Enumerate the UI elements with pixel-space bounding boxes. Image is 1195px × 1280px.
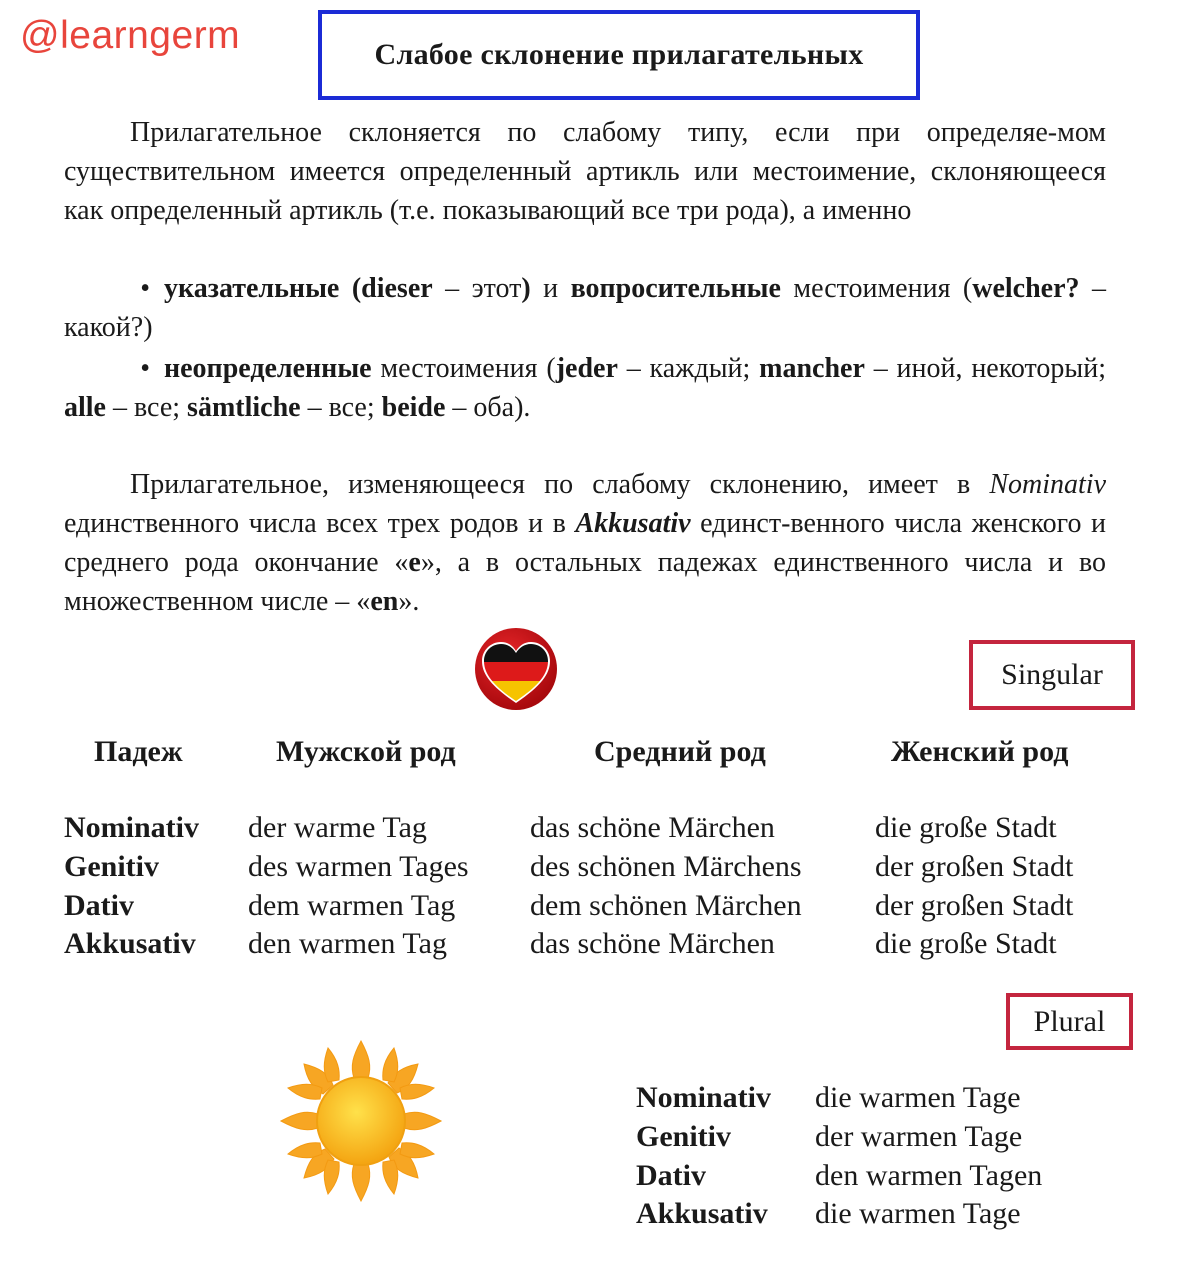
text: ».	[398, 586, 420, 617]
plural-case-akkusativ: Akkusativ	[636, 1197, 768, 1230]
plural-form: die warmen Tage	[815, 1081, 1021, 1114]
intro-text: Прилагательное склоняется по слабому типу, если при определяе-мом существительном имеется определенный артикль или местоимение, склоняющееся как определенный артикль (т.е. показывающий все три рода), а именно	[64, 117, 1106, 226]
singular-label: Singular	[969, 640, 1135, 710]
plural-form: die warmen Tage	[815, 1197, 1021, 1230]
term: неопределенные	[164, 353, 372, 384]
rule-paragraph	[64, 465, 1106, 621]
plural-case-nominativ: Nominativ	[636, 1081, 771, 1114]
bullet-indefinite	[64, 349, 1106, 427]
text: и	[530, 273, 571, 304]
text: – все;	[106, 392, 188, 423]
sun-icon	[276, 1036, 446, 1206]
bullet-dot: •	[140, 273, 150, 304]
plural-label: Plural	[1006, 993, 1133, 1050]
cell-masc: des warmen Tages	[248, 850, 469, 883]
german-flag-heart-icon	[472, 627, 560, 711]
term: )	[521, 273, 531, 304]
text: местоимения (	[780, 273, 973, 304]
cell-neut: das schöne Märchen	[530, 927, 775, 960]
term: mancher	[759, 353, 865, 384]
term: (dieser	[351, 273, 433, 304]
ending: en	[370, 586, 399, 617]
text: Прилагательное, изменяющееся по слабому склонению, имеет в	[130, 469, 990, 500]
header-neuter: Средний род	[594, 735, 766, 768]
cell-neut: des schönen Märchens	[530, 850, 802, 883]
intro-paragraph	[64, 113, 1106, 230]
cell-fem: die große Stadt	[875, 927, 1057, 960]
ending: е	[408, 547, 421, 578]
header-masculine: Мужской род	[276, 735, 456, 768]
watermark: @learngerm	[20, 14, 241, 57]
cell-masc: dem warmen Tag	[248, 889, 456, 922]
case-akkusativ: Akkusativ	[64, 927, 196, 960]
plural-form: der warmen Tage	[815, 1120, 1023, 1153]
bullet-dot: •	[140, 353, 150, 384]
term: sämtliche	[187, 392, 301, 423]
text: – каждый;	[617, 353, 760, 384]
text: – все;	[300, 392, 382, 423]
cell-neut: das schöne Märchen	[530, 811, 775, 844]
term: вопросительные	[570, 273, 781, 304]
text: единст-венного числа женского и среднего рода окончание «	[64, 508, 1106, 578]
header-case: Падеж	[94, 735, 183, 768]
text	[339, 273, 351, 304]
case-genitiv: Genitiv	[64, 850, 159, 883]
cell-masc: der warme Tag	[248, 811, 427, 844]
text: – какой?)	[64, 273, 1106, 343]
term: Nominativ	[989, 469, 1106, 500]
text: единственного числа всех трех родов и в	[64, 508, 576, 539]
term: указательные	[164, 273, 340, 304]
term: welcher?	[972, 273, 1080, 304]
term: alle	[64, 392, 106, 423]
plural-form: den warmen Tagen	[815, 1159, 1043, 1192]
cell-fem: der großen Stadt	[875, 889, 1074, 922]
term: jeder	[555, 353, 618, 384]
text: – этот	[432, 273, 522, 304]
header-feminine: Женский род	[891, 735, 1069, 768]
bullet-demonstrative	[64, 269, 1106, 347]
term: Akkusativ	[575, 508, 691, 539]
plural-case-dativ: Dativ	[636, 1159, 706, 1192]
text: – оба).	[445, 392, 531, 423]
text: – иной, некоторый;	[864, 353, 1106, 384]
cell-masc: den warmen Tag	[248, 927, 447, 960]
cell-fem: die große Stadt	[875, 811, 1057, 844]
plural-case-genitiv: Genitiv	[636, 1120, 731, 1153]
text: местоимения (	[371, 353, 556, 384]
cell-fem: der großen Stadt	[875, 850, 1074, 883]
term: beide	[381, 392, 446, 423]
case-dativ: Dativ	[64, 889, 134, 922]
text: », а в остальных падежах единственного числа и во множественном числе – «	[64, 547, 1106, 617]
page-title: Слабое склонение прилагательных	[318, 10, 920, 100]
cell-neut: dem schönen Märchen	[530, 889, 802, 922]
case-nominativ: Nominativ	[64, 811, 199, 844]
